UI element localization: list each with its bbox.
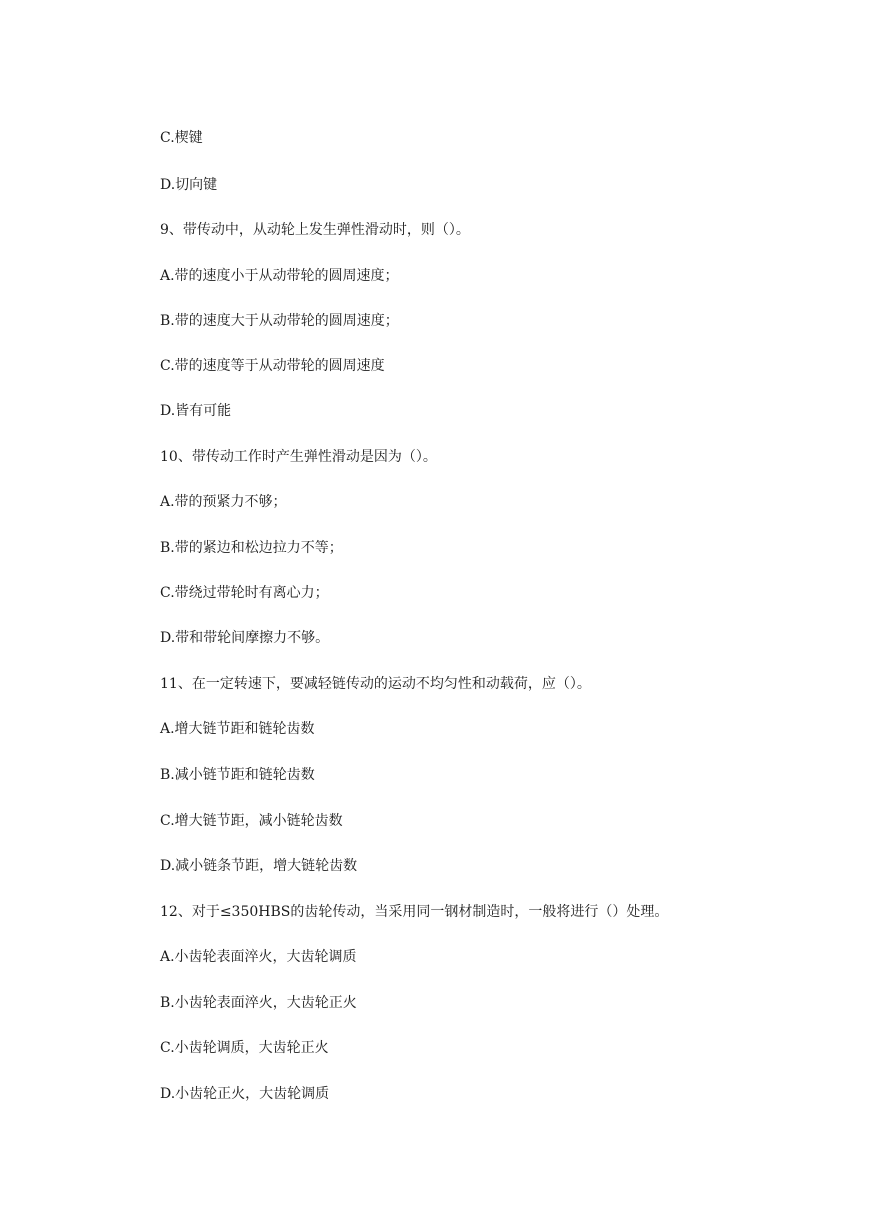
question-12-option-d: D.小齿轮正火，大齿轮调质 — [160, 1086, 330, 1102]
option-c-wedge-key: C.楔键 — [160, 130, 203, 146]
question-10-option-a: A.带的预紧力不够； — [160, 494, 287, 510]
question-11-option-c: C.增大链节距，减小链轮齿数 — [160, 813, 343, 829]
question-10-option-c: C.带绕过带轮时有离心力； — [160, 585, 329, 601]
question-11-option-a: A.增大链节距和链轮齿数 — [160, 721, 315, 737]
question-9-option-c: C.带的速度等于从动带轮的圆周速度 — [160, 358, 385, 374]
question-12: 12、对于≤350HBS的齿轮传动，当采用同一钢材制造时，一般将进行（）处理。 — [160, 904, 669, 920]
question-9-option-d: D.皆有可能 — [160, 403, 232, 419]
question-10: 10、带传动工作时产生弹性滑动是因为（）。 — [160, 449, 437, 465]
question-11-option-d: D.减小链条节距，增大链轮齿数 — [160, 858, 358, 874]
question-10-option-d: D.带和带轮间摩擦力不够。 — [160, 630, 330, 646]
option-d-tangential-key: D.切向键 — [160, 177, 218, 193]
question-10-option-b: B.带的紧边和松边拉力不等； — [160, 540, 343, 556]
question-9: 9、带传动中，从动轮上发生弹性滑动时，则（）。 — [160, 222, 470, 238]
question-9-option-a: A.带的速度小于从动带轮的圆周速度； — [160, 268, 399, 284]
question-9-option-b: B.带的速度大于从动带轮的圆周速度； — [160, 313, 399, 329]
question-11-option-b: B.减小链节距和链轮齿数 — [160, 767, 315, 783]
question-12-option-a: A.小齿轮表面淬火，大齿轮调质 — [160, 949, 357, 965]
question-12-option-b: B.小齿轮表面淬火，大齿轮正火 — [160, 995, 357, 1011]
question-11: 11、在一定转速下，要减轻链传动的运动不均匀性和动载荷，应（）。 — [160, 676, 591, 692]
question-12-option-c: C.小齿轮调质，大齿轮正火 — [160, 1040, 329, 1056]
